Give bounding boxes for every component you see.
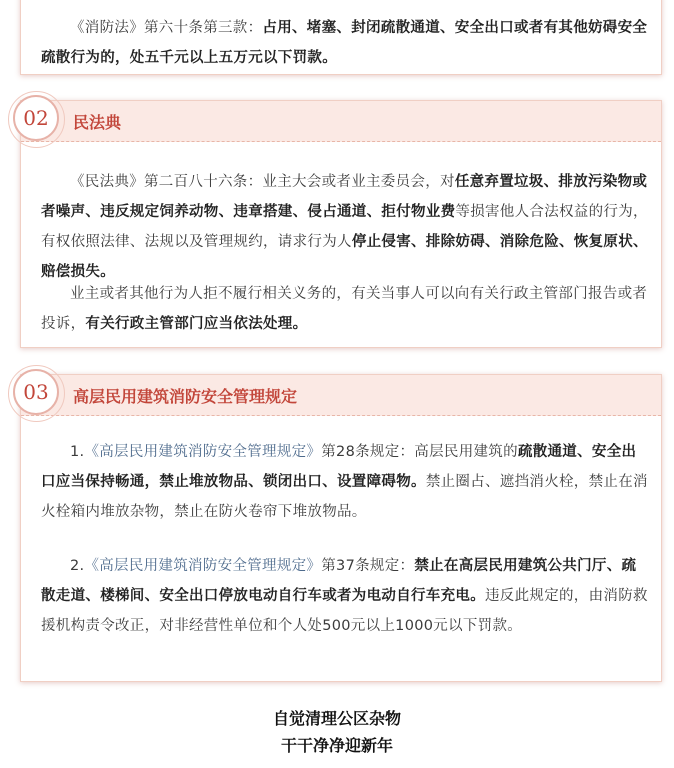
item-text-1: 第28条规定：高层民用建筑的 [321,444,518,460]
regulation-ref: 《高层民用建筑消防安全管理规定》 [84,444,322,460]
section-title: 民法典 [73,113,122,132]
regulation-item-1 [41,437,649,527]
item-text-2: 违反此规定的，由消防救援机构责令改正，对非经营性单位和个人处500元以上1000元以下罚款。 [41,588,648,634]
item-number: 1. [70,444,85,460]
fire-law-paragraph [41,13,649,73]
section-card-highrise-regulation [20,374,662,682]
civil-code-text-3: 业主或者其他行为人拒不履行相关义务的，有关当事人可以向有关行政主管部门报告或者投诉， [41,286,648,332]
civil-code-bold-1: 任意弃置垃圾、排放污染物或者噪声、违反规定饲养动物、违章搭建、侵占通道、拒付物业费 [41,174,648,220]
fire-law-ref: 《消防法》 [70,20,144,36]
civil-code-paragraph-1 [41,167,649,287]
footer-slogan-line-1: 自觉清理公区杂物 [272,709,401,728]
regulation-ref: 《高层民用建筑消防安全管理规定》 [84,558,322,574]
civil-code-text-2: 等损害他人合法权益的行为，有权依照法律、法规以及管理规约，请求行为人 [41,204,648,250]
fire-law-bold: 占用、堵塞、封闭疏散通道、安全出口或者有其他妨碍安全疏散行为的，处五千元以上五万元以下罚款。 [41,20,648,66]
civil-code-ref: 《民法典》 [70,174,144,190]
fire-law-text: 第六十条第三款： [144,20,263,36]
section-card-fire-law [20,0,662,75]
section-card-civil-code [20,100,662,348]
item-bold: 禁止在高层民用建筑公共门厅、疏散走道、楼梯间、安全出口停放电动自行车或者为电动自行车充电。 [41,558,637,604]
civil-code-bold-3: 有关行政主管部门应当依法处理。 [85,316,308,332]
civil-code-text-1: 第二百八十六条：业主大会或者业主委员会，对 [144,174,455,190]
civil-code-bold-2: 停止侵害、排除妨碍、消除危险、恢复原状、赔偿损失。 [41,234,648,280]
item-text-1: 第37条规定： [321,558,415,574]
section-number-badge: 02 [13,95,59,141]
section-number-badge: 03 [13,369,59,415]
regulation-item-2 [41,551,649,641]
civil-code-paragraph-2 [41,279,649,339]
section-title: 高层民用建筑消防安全管理规定 [73,387,298,406]
item-number: 2. [70,558,85,574]
item-text-2: 禁止圈占、遮挡消火栓，禁止在消火栓箱内堆放杂物，禁止在防火卷帘下堆放物品。 [41,474,648,520]
footer-slogan-line-2: 干干净净迎新年 [280,736,393,755]
item-bold: 疏散通道、安全出口应当保持畅通，禁止堆放物品、锁闭出口、设置障碍物。 [41,444,637,490]
